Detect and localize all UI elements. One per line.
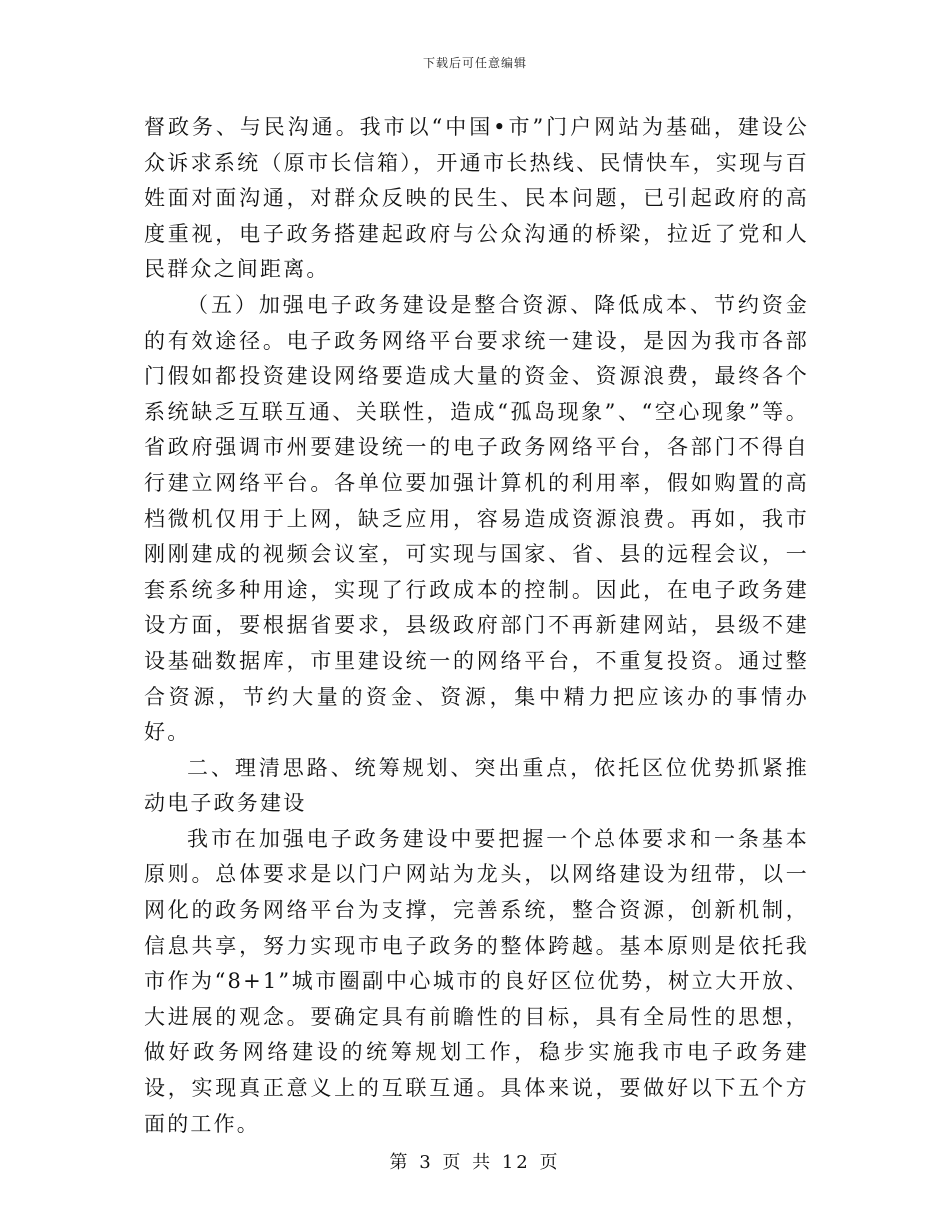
paragraph-section-five: （五）加强电子政务建设是整合资源、降低成本、节约资金的有效途径。电子政务网络平台要求统一建设，是因为我市各部门假如都投资建设网络要造成大量的资金、资源浪费，最终各个系统缺乏互联互通、关联性，造成“孤岛现象”、“空心现象”等。省政府强调市州要建设统一的电子政务网络平台，各部门不得自行建立网络平台。各单位要加强计算机的利用率，假如购置的高档微机仅用于上网，缺乏应用，容易造成资源浪费。再如，我市刚刚建成的视频会议室，可实现与国家、省、县的远程会议，一套系统多种用途，实现了行政成本的控制。因此，在电子政务建设方面，要根据省要求，县级政府部门不再新建网站，县级不建设基础数据库，市里建设统一的网络平台，不重复投资。通过整合资源，节约大量的资金、资源，集中精力把应该办的事情办好。 [144, 292, 809, 745]
page-number: 第 3 页 共 12 页 [389, 1152, 561, 1173]
document-body [144, 110, 809, 1142]
paragraph-general-requirements: 我市在加强电子政务建设中要把握一个总体要求和一条基本原则。总体要求是以门户网站为龙头，以网络建设为纽带，以一网化的政务网络平台为支撑，完善系统，整合资源，创新机制，信息共享，努力实现市电子政务的整体跨越。基本原则是依托我市作为“8+1”城市圈副中心城市的良好区位优势，树立大开放、大进展的观念。要确定具有前瞻性的目标，具有全局性的思想，做好政务网络建设的统筹规划工作，稳步实施我市电子政务建设，实现真正意义上的互联互通。具体来说，要做好以下五个方面的工作。 [144, 826, 809, 1136]
page-header: 下载后可任意编辑 [422, 56, 527, 70]
section-heading-two: 二、理清思路、统筹规划、突出重点，依托区位优势抓紧推动电子政务建设 [144, 755, 809, 816]
paragraph-continuation: 督政务、与民沟通。我市以“中国•市”门户网站为基础，建设公众诉求系统（原市长信箱），开通市长热线、民情快车，实现与百姓面对面沟通，对群众反映的民生、民本问题，已引起政府的高度重视，电子政务搭建起政府与公众沟通的桥梁，拉近了党和人民群众之间距离。 [144, 115, 809, 282]
